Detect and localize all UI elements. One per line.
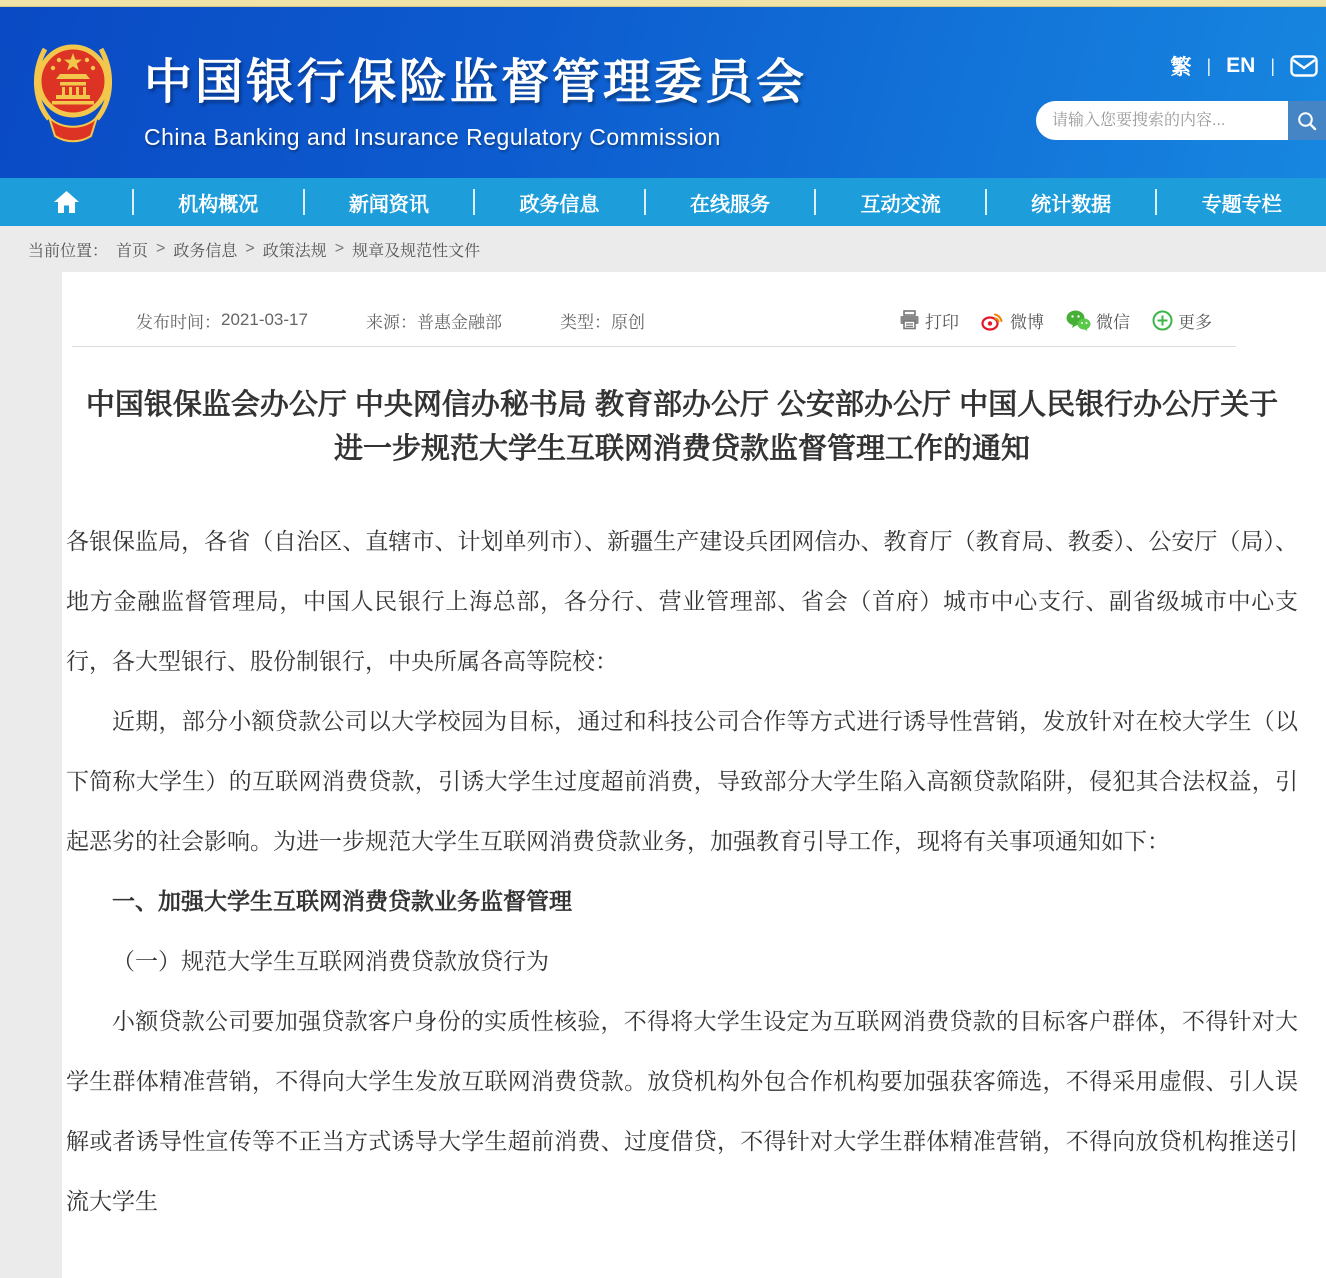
lang-traditional-link[interactable]: 繁 [1170, 56, 1192, 79]
source-value: 普惠金融部 [416, 312, 502, 332]
publish-time [136, 308, 308, 333]
source-label: 来源： [365, 312, 417, 332]
national-emblem-logo [32, 37, 114, 147]
mail-icon [1290, 55, 1318, 77]
type-value: 原创 [610, 312, 645, 332]
nav-item-institution[interactable]: 机构概况 [178, 193, 259, 216]
breadcrumb [0, 226, 1326, 272]
search-button[interactable] [1288, 101, 1326, 140]
mail-link[interactable] [1290, 55, 1318, 77]
article-type [560, 308, 645, 333]
print-action[interactable] [899, 308, 959, 333]
site-header [0, 7, 1326, 178]
breadcrumb-gov-info[interactable]: 政务信息 [173, 242, 238, 260]
article-section-heading: 一、加强大学生互联网消费贷款业务监督管理 [112, 888, 572, 914]
article-container [62, 272, 1326, 1278]
publish-time-value: 2021-03-17 [221, 310, 308, 329]
language-switcher [1170, 51, 1318, 81]
plus-circle-icon [1152, 310, 1173, 331]
site-search [1036, 101, 1326, 140]
site-title-block [144, 37, 807, 151]
breadcrumb-policy[interactable]: 政策法规 [262, 242, 327, 260]
article-body [66, 511, 1298, 1231]
print-icon [899, 310, 920, 330]
breadcrumb-regulations[interactable]: 规章及规范性文件 [352, 242, 481, 260]
site-title-en: China Banking and Insurance Regulatory Commission [144, 124, 721, 150]
search-icon [1296, 110, 1318, 132]
breadcrumb-separator: > [334, 240, 345, 257]
nav-item-interaction[interactable]: 互动交流 [860, 193, 941, 216]
weibo-share[interactable] [981, 308, 1044, 333]
meta-divider [72, 346, 1236, 347]
wechat-icon [1066, 310, 1091, 331]
main-nav [0, 178, 1326, 226]
site-brand [32, 37, 807, 151]
lang-english-link[interactable]: EN [1226, 54, 1256, 77]
article-paragraph: 近期，部分小额贷款公司以大学校园为目标，通过和科技公司合作等方式进行诱导性营销，发放针对在校大学生（以下简称大学生）的互联网消费贷款，引诱大学生过度超前消费，导致部分大学生陷入高额贷款陷阱，侵犯其合法权益，引起恶劣的社会影响。为进一步规范大学生互联网消费贷款业务，加强教育引导工作，现将有关事项通知如下： [66, 708, 1298, 854]
nav-item-gov-info[interactable]: 政务信息 [519, 193, 600, 216]
nav-item-statistics[interactable]: 统计数据 [1031, 193, 1112, 216]
article-paragraph: 各银保监局，各省（自治区、直辖市、计划单列市）、新疆生产建设兵团网信办、教育厅（教育局、教委）、公安厅（局）、地方金融监督管理局，中国人民银行上海总部，各分行、营业管理部、省会（首府）城市中心支行、副省级城市中心支行，各大型银行、股份制银行，中央所属各高等院校： [66, 528, 1298, 674]
share-actions [899, 308, 1212, 333]
type-label: 类型： [559, 312, 611, 332]
article-paragraph: 小额贷款公司要加强贷款客户身份的实质性核验，不得将大学生设定为互联网消费贷款的目标客户群体，不得针对大学生群体精准营销，不得向大学生发放互联网消费贷款。放贷机构外包合作机构要加强获客筛选，不得采用虚假、引人误解或者诱导性宣传等不正当方式诱导大学生超前消费、过度借贷，不得针对大学生群体精准营销，不得向放贷机构推送引流大学生 [66, 1008, 1298, 1214]
nav-item-special-topics[interactable]: 专题专栏 [1201, 193, 1282, 216]
nav-item-online-service[interactable]: 在线服务 [690, 193, 771, 216]
nav-home[interactable] [0, 178, 132, 226]
breadcrumb-separator: > [156, 240, 166, 257]
top-gold-strip [0, 0, 1326, 7]
lang-divider: | [1206, 55, 1212, 76]
home-icon [53, 190, 80, 214]
lang-divider: | [1270, 55, 1275, 76]
weibo-icon [981, 310, 1005, 331]
nav-item-news[interactable]: 新闻资讯 [348, 193, 429, 216]
breadcrumb-home[interactable]: 首页 [116, 242, 149, 260]
article-meta [66, 272, 1298, 340]
wechat-label: 微信 [1096, 312, 1130, 332]
print-label: 打印 [925, 312, 959, 332]
site-title-zh: 中国银行保险监督管理委员会 [144, 56, 808, 109]
article-subsection-heading: （一）规范大学生互联网消费贷款放贷行为 [112, 948, 549, 974]
article-title: 中国银保监会办公厅 中央网信办秘书局 教育部办公厅 公安部办公厅 中国人民银行办公厅关于进一步规范大学生互联网消费贷款监督管理工作的通知 [85, 389, 1279, 465]
source [366, 308, 502, 333]
weibo-label: 微博 [1010, 312, 1044, 332]
breadcrumb-label: 当前位置： [28, 242, 109, 260]
breadcrumb-separator: > [245, 240, 255, 257]
more-label: 更多 [1178, 312, 1212, 332]
more-share[interactable] [1152, 308, 1212, 333]
publish-time-label: 发布时间： [136, 312, 221, 332]
wechat-share[interactable] [1066, 308, 1130, 333]
search-input[interactable] [1036, 101, 1288, 140]
